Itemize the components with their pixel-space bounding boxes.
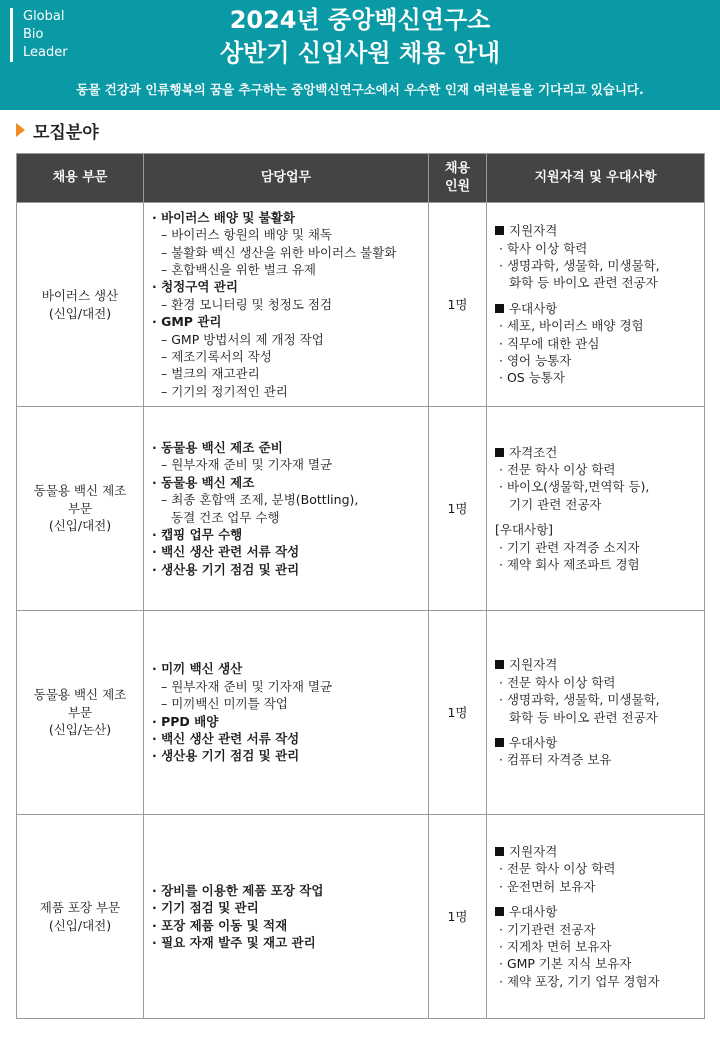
headcount-cell: 1명: [429, 611, 487, 815]
table-row: [17, 203, 705, 407]
qual-item: · OS 능통자: [499, 370, 565, 386]
duty-cell: [144, 407, 429, 611]
qual-heading: [우대사항]: [495, 522, 554, 538]
qual-heading-text: 지원자격: [509, 223, 558, 239]
qual-item: · 기기 관련 자격증 소지자: [499, 539, 640, 555]
header-count: [429, 154, 487, 203]
qual-heading-text: 자격조건: [509, 444, 558, 460]
title-line-2: 상반기 신입사원 채용 안내: [219, 39, 501, 67]
spacer: [495, 292, 704, 300]
header-count-line: 채용: [444, 161, 471, 176]
headcount-cell: 1명: [429, 407, 487, 611]
duty-subitem: – 기기의 정기적인 관리: [161, 383, 288, 399]
duty-item: · 캡핑 업무 수행: [152, 526, 243, 542]
chevron-right-icon: [16, 123, 25, 137]
dept-line: 제품 포장 부문: [39, 900, 121, 916]
duty-item: · PPD 배양: [152, 713, 219, 729]
dept-cell: [17, 407, 144, 611]
table-row: [17, 815, 705, 1019]
qual-cell: [487, 815, 705, 1019]
duty-subitem: – 벌크의 재고관리: [161, 366, 260, 382]
qual-heading-text: 우대사항: [509, 300, 558, 316]
duty-item: · GMP 관리: [152, 314, 222, 330]
duty-item: · 청정구역 관리: [152, 279, 238, 295]
header-dept: 채용 부문: [17, 154, 144, 203]
recruitment-table: [16, 153, 705, 1019]
table-row: [17, 611, 705, 815]
duty-item: · 동물용 백신 제조 준비: [152, 439, 283, 455]
duty-subitem: – 제조기록서의 작성: [161, 349, 272, 365]
qual-heading: [495, 734, 704, 751]
title-line-1: 2024년 중앙백신연구소: [229, 6, 491, 34]
duty-item: · 백신 생산 관련 서류 작성: [152, 544, 300, 560]
duty-subitem: – 혼합백신을 위한 벌크 유제: [161, 261, 316, 277]
qual-item: 기기 관련 전공자: [509, 496, 602, 512]
qual-item: 화학 등 바이오 관련 전공자: [509, 275, 658, 291]
qual-cell: [487, 611, 705, 815]
qual-heading: [495, 444, 704, 461]
spacer: [495, 726, 704, 734]
duty-subitem: – 불활화 백신 생산을 위한 바이러스 불활화: [161, 244, 397, 260]
section-title: 모집분야: [33, 122, 99, 143]
qual-item: 화학 등 바이오 관련 전공자: [509, 709, 658, 725]
duty-subitem: – 미끼백신 미끼틀 작업: [161, 696, 288, 712]
dept-line: 부문: [67, 704, 93, 720]
square-bullet-icon: [495, 738, 504, 747]
header-qual: 지원자격 및 우대사항: [487, 154, 705, 203]
header-count-line: 인원: [444, 179, 471, 194]
square-bullet-icon: [495, 847, 504, 856]
duty-item: · 동물용 백신 제조: [152, 474, 255, 490]
qual-heading: [495, 903, 704, 920]
qual-heading: [495, 843, 704, 860]
qual-heading-text: 지원자격: [509, 657, 558, 673]
dept-line: 부문: [67, 500, 93, 516]
qual-cell: [487, 203, 705, 407]
table-header-row: [17, 154, 705, 203]
duty-item: · 포장 제품 이동 및 적재: [152, 917, 288, 933]
duty-subitem: – 원부자재 준비 및 기자재 멸균: [161, 457, 333, 473]
qual-item: · 직무에 대한 관심: [499, 335, 600, 351]
duty-item: · 바이러스 배양 및 불활화: [152, 209, 295, 225]
brand-line: Global: [23, 9, 65, 24]
duty-subitem: – 원부자재 준비 및 기자재 멸균: [161, 678, 333, 694]
qual-item: · 바이오(생물학,면역학 등),: [499, 479, 650, 495]
dept-line: 동물용 백신 제조: [33, 483, 127, 499]
dept-cell: [17, 203, 144, 407]
qual-item: · 제약 포장, 기기 업무 경험자: [499, 973, 660, 989]
qual-item: · 전문 학사 이상 학력: [499, 861, 616, 877]
qual-item: · GMP 기본 지식 보유자: [499, 956, 632, 972]
duty-item: · 백신 생산 관련 서류 작성: [152, 730, 300, 746]
qual-item: · 학사 이상 학력: [499, 240, 588, 256]
duty-cell: [144, 611, 429, 815]
section-heading: [16, 118, 99, 142]
page-title: [0, 4, 720, 70]
duty-subitem: – 바이러스 항원의 배양 및 채독: [161, 227, 333, 243]
qual-item: · 기기관련 전공자: [499, 921, 596, 937]
qual-item: · 전문 학사 이상 학력: [499, 674, 616, 690]
qual-cell: [487, 407, 705, 611]
dept-cell: [17, 611, 144, 815]
qual-heading: [495, 300, 704, 317]
header-banner: [0, 0, 720, 110]
table-row: [17, 407, 705, 611]
duty-item: · 미끼 백신 생산: [152, 661, 243, 677]
spacer: [495, 895, 704, 903]
dept-line: (신입/대전): [48, 917, 112, 933]
duty-item: · 기기 점검 및 관리: [152, 900, 259, 916]
duty-subitem: – 환경 모니터링 및 청정도 점검: [161, 296, 333, 312]
qual-heading: [495, 222, 704, 239]
qual-heading-text: 지원자격: [509, 843, 558, 859]
header-duty: 담당업무: [144, 154, 429, 203]
duty-cell: [144, 203, 429, 407]
duty-item: · 장비를 이용한 제품 포장 작업: [152, 882, 324, 898]
dept-line: 바이러스 생산: [41, 288, 119, 304]
dept-line: (신입/대전): [48, 305, 112, 321]
headcount-cell: 1명: [429, 203, 487, 407]
brand-line: Leader: [23, 45, 68, 60]
qual-heading-text: 우대사항: [509, 734, 558, 750]
square-bullet-icon: [495, 448, 504, 457]
qual-item: · 영어 능통자: [499, 353, 572, 369]
qual-item: · 세포, 바이러스 배양 경험: [499, 318, 644, 334]
qual-item: · 운전면허 보유자: [499, 878, 596, 894]
duty-item: · 생산용 기기 점검 및 관리: [152, 748, 300, 764]
square-bullet-icon: [495, 907, 504, 916]
square-bullet-icon: [495, 304, 504, 313]
dept-cell: [17, 815, 144, 1019]
square-bullet-icon: [495, 660, 504, 669]
duty-item: · 필요 자재 발주 및 재고 관리: [152, 934, 316, 950]
qual-item: · 제약 회사 제조파트 경험: [499, 557, 640, 573]
headcount-cell: 1명: [429, 815, 487, 1019]
square-bullet-icon: [495, 226, 504, 235]
qual-item: · 전문 학사 이상 학력: [499, 461, 616, 477]
brand-line: Bio: [23, 27, 44, 42]
dept-line: (신입/논산): [48, 722, 112, 738]
qual-item: · 컴퓨터 자격증 보유: [499, 752, 612, 768]
qual-item: · 지게차 면허 보유자: [499, 938, 612, 954]
qual-heading-text: 우대사항: [509, 904, 558, 920]
qual-item: · 생명과학, 생물학, 미생물학,: [499, 692, 660, 708]
page-subtitle: 동물 건강과 인류행복의 꿈을 추구하는 중앙백신연구소에서 우수한 인재 여러분들을 기다리고 있습니다.: [76, 82, 644, 97]
dept-line: (신입/대전): [48, 518, 112, 534]
qual-item: · 생명과학, 생물학, 미생물학,: [499, 257, 660, 273]
duty-item: · 생산용 기기 점검 및 관리: [152, 561, 300, 577]
duty-subitem: – GMP 방법서의 제 개정 작업: [161, 331, 324, 347]
spacer: [495, 513, 704, 521]
qual-heading: [495, 656, 704, 673]
duty-subitem: – 최종 혼합액 조제, 분병(Bottling),: [161, 492, 359, 508]
duty-subitem: 동결 건조 업무 수행: [171, 509, 280, 525]
duty-cell: [144, 815, 429, 1019]
dept-line: 동물용 백신 제조: [33, 687, 127, 703]
